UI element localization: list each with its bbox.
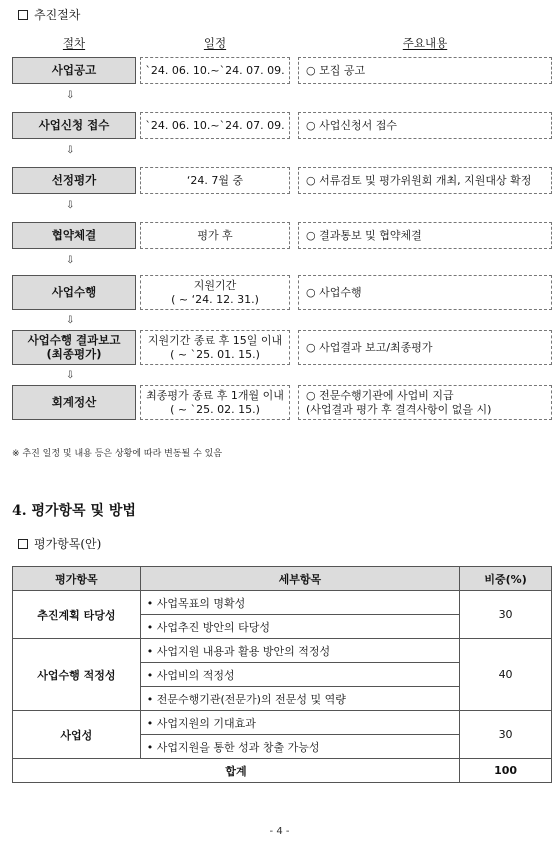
down-arrow-icon: ⇩ [66,90,75,101]
step-main-content: ○ 결과통보 및 협약체결 [298,222,552,249]
step-row [0,275,559,330]
header-weight: 비중(%) [460,567,552,591]
total-row [13,759,552,783]
schedule-note: ※ 추진 일정 및 내용 등은 상황에 따라 변동될 수 있음 [12,449,223,459]
step-main-content: ○ 모집 공고 [298,57,552,84]
table-row [13,639,552,663]
step-row [0,330,559,385]
weight-cell: 30 [460,591,552,639]
weight-cell: 30 [460,711,552,759]
page-number: - 4 - [269,826,290,837]
detail-cell: • 전문수행기관(전문가)의 전문성 및 역량 [140,687,459,711]
evaluation-heading-text: 평가항목(안) [34,537,102,551]
section-title: 4. 평가항목 및 방법 [12,503,136,519]
step-row [0,110,559,165]
step-schedule: 지원기간 종료 후 15일 이내 ( ~ `25. 01. 15.) [140,330,290,365]
down-arrow-icon: ⇩ [66,200,75,211]
process-heading [18,6,80,23]
down-arrow-icon: ⇩ [66,145,75,156]
table-row [13,591,552,615]
checkbox-square-icon [18,10,28,20]
step-label: 사업수행 [12,275,136,310]
column-header-main: 주요내용 [402,36,448,50]
step-label: 사업수행 결과보고 (최종평가) [12,330,136,365]
detail-cell: • 사업지원을 통한 성과 창출 가능성 [140,735,459,759]
header-detail: 세부항목 [140,567,459,591]
process-heading-text: 추진절차 [34,8,81,22]
down-arrow-icon: ⇩ [66,370,75,381]
total-value: 100 [460,759,552,783]
detail-cell: • 사업추진 방안의 타당성 [140,615,459,639]
header-category: 평가항목 [13,567,141,591]
category-cell: 사업수행 적정성 [13,639,141,711]
step-main-content: ○ 사업결과 보고/최종평가 [298,330,552,365]
step-schedule: `24. 06. 10.~`24. 07. 09. [140,57,290,84]
category-cell: 추진계획 타당성 [13,591,141,639]
step-label: 협약체결 [12,222,136,249]
step-schedule: 지원기간 ( ~ ‘24. 12. 31.) [140,275,290,310]
detail-cell: • 사업지원 내용과 활용 방안의 적정성 [140,639,459,663]
step-main-content: ○ 사업신청서 접수 [298,112,552,139]
column-header-step: 절차 [62,36,86,50]
evaluation-table [12,566,552,783]
step-row [0,165,559,220]
evaluation-heading [18,535,101,552]
total-label: 합계 [13,759,460,783]
detail-cell: • 사업비의 적정성 [140,663,459,687]
checkbox-square-icon [18,539,28,549]
step-row [0,220,559,275]
step-main-content: ○ 서류검토 및 평가위원회 개최, 지원대상 확정 [298,167,552,194]
step-row [0,55,559,110]
category-cell: 사업성 [13,711,141,759]
weight-cell: 40 [460,639,552,711]
step-label: 선정평가 [12,167,136,194]
step-label: 사업공고 [12,57,136,84]
column-header-schedule: 일정 [203,36,227,50]
detail-cell: • 사업지원의 기대효과 [140,711,459,735]
down-arrow-icon: ⇩ [66,255,75,266]
step-main-content: ○ 전문수행기관에 사업비 지급 (사업결과 평가 후 결격사항이 없을 시) [298,385,552,420]
down-arrow-icon: ⇩ [66,315,75,326]
table-row [13,711,552,735]
step-schedule: ‘24. 7월 중 [140,167,290,194]
step-schedule: `24. 06. 10.~`24. 07. 09. [140,112,290,139]
detail-cell: • 사업목표의 명확성 [140,591,459,615]
step-main-content: ○ 사업수행 [298,275,552,310]
step-schedule: 평가 후 [140,222,290,249]
step-label: 회계정산 [12,385,136,420]
process-steps [0,55,559,440]
step-label: 사업신청 접수 [12,112,136,139]
step-schedule: 최종평가 종료 후 1개월 이내 ( ~ `25. 02. 15.) [140,385,290,420]
step-row [0,385,559,440]
table-header-row [13,567,552,591]
